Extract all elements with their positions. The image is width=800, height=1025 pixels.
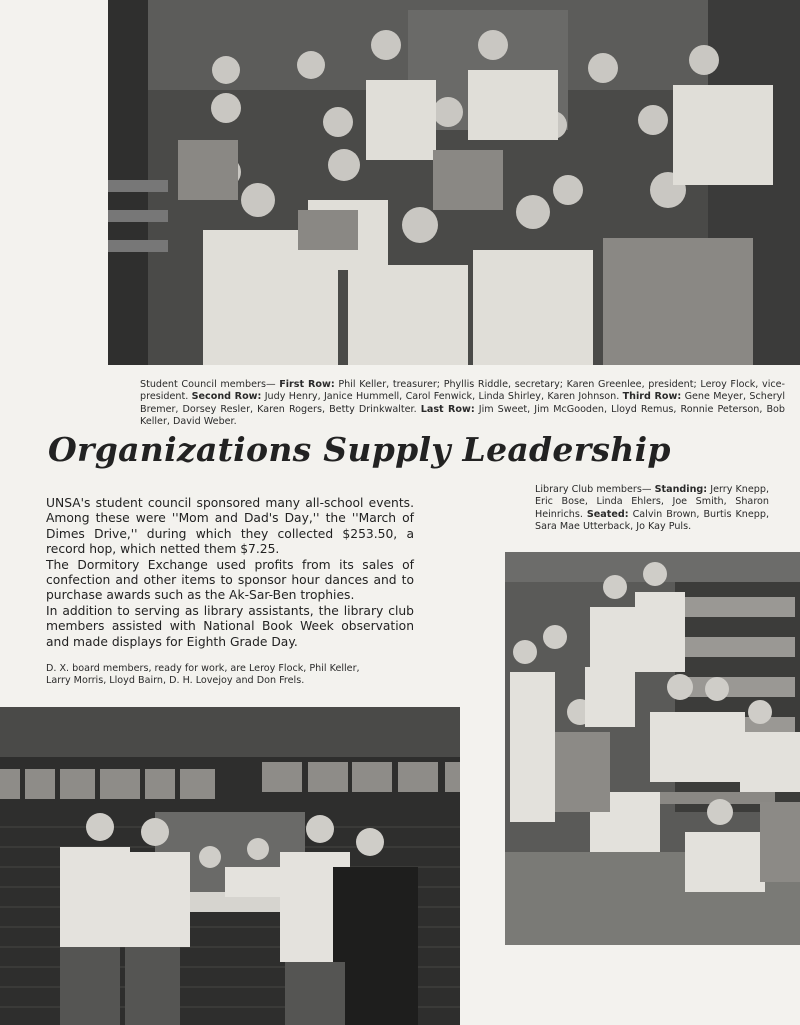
body-paragraph: UNSA's student council sponsored many all-school events. Among these were ''Mom and Dad's Day,'' the ''March of Dimes Drive,'' during which they collected $253.50, a record hop, which netted them $7.25. (46, 496, 414, 557)
library-seated-names: Calvin Brown, Burtis Knepp, Sara Mae Utterback, Jo Kay Puls. (535, 508, 769, 533)
dx-board-photo (0, 707, 460, 1025)
article-body (46, 496, 414, 650)
library-club-photo (505, 552, 800, 945)
council-row-names: Gene Meyer, Scheryl Bremer, Dorsey Resler, Karen Rogers, Betty Drinkwalter. (140, 391, 786, 415)
page-headline: Organizations Supply Leadership (48, 430, 671, 469)
body-paragraph: The Dormitory Exchange used profits from its sales of confection and other items to sponsor hour dances and to purchase awards such as the Ak-Sar-Ben trophies. (46, 557, 414, 603)
library-seated-label: Seated: (586, 508, 629, 520)
council-row-names: Judy Henry, Janice Hummell, Carol Fenwick, Linda Shirley, Karen Johnson. (261, 391, 623, 403)
library-standing-label: Standing: (654, 484, 708, 495)
council-row-names: Jim Sweet, Jim McGooden, Lloyd Remus, Ronnie Peterson, Bob Keller, David Weber. (140, 403, 786, 428)
council-caption-intro: Student Council members— (140, 379, 280, 390)
council-row-label: Third Row: (622, 391, 682, 403)
library-club-caption (535, 484, 769, 534)
council-row-label: First Row: (279, 379, 335, 390)
library-standing-names: Jerry Knepp, Eric Bose, Linda Ehlers, Joe Smith, Sharon Heinrichs. (535, 484, 770, 520)
student-council-caption (140, 379, 785, 429)
council-row-label: Second Row: (191, 391, 262, 403)
student-council-photo (108, 0, 800, 365)
council-row-label: Last Row: (420, 403, 475, 415)
library-caption-intro: Library Club members— (535, 484, 655, 495)
body-paragraph: In addition to serving as library assistants, the library club members assisted with National Book Week observation and made displays for Eighth Grade Day. (46, 603, 414, 649)
council-row-names: Phil Keller, treasurer; Phyllis Riddle, secretary; Karen Greenlee, president; Leroy Flock, vice-president. (140, 379, 785, 403)
dx-board-caption: D. X. board members, ready for work, are Leroy Flock, Phil Keller, Larry Morris, Lloyd Bairn, D. H. Lovejoy and Don Frels. (46, 663, 360, 687)
